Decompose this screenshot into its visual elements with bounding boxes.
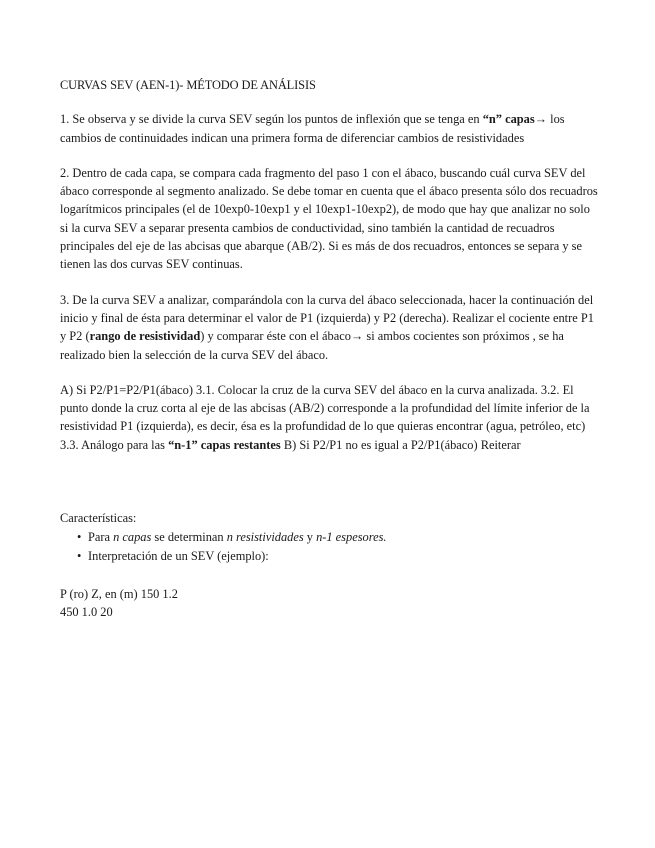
data-line-1: P (ro) Z, en (m) 150 1.2	[60, 586, 178, 601]
example-data	[60, 585, 600, 622]
step-ab-bold-capas-restantes: “n-1” capas restantes	[168, 437, 281, 452]
step-3-text-c: si ambos cocientes son próximos , se ha realizado bien la selección de la curva SEV del ábaco.	[60, 329, 564, 362]
step-3-text-b: ) y comparar éste con el ábaco	[200, 329, 351, 344]
bullet-1-italic-espesores: n-1 espesores.	[316, 530, 387, 545]
bullet-1-italic-resistividades: n resistividades	[226, 530, 304, 545]
step-1-bold-n-capas: “n” capas	[482, 112, 535, 127]
paragraph-step-1	[60, 110, 600, 147]
paragraph-step-2: 2. Dentro de cada capa, se compara cada fragmento del paso 1 con el ábaco, buscando cuál curva SEV del ábaco corresponde al segmento analizado. Se debe tomar en cuenta que el ábaco presenta sólo dos recuadros logarítmicos principales (el de 10exp0-10exp1 y el 10exp1-10exp2), de modo que hay que analizar no solo si la curva SEV a separar presenta cambios de conductividad, sino también la cantidad de recuadros principales del eje de las abcisas que abarque (AB/2). Si es más de dos recuadros, entonces se separa y se tienen las dos curvas SEV continuas.	[60, 165, 598, 272]
step-ab-text-b: B) Si P2/P1 no es igual a P2/P1(ábaco) Reiterar	[280, 437, 521, 452]
characteristics-list	[60, 528, 600, 565]
step-1-text-a: 1. Se observa y se divide la curva SEV según los puntos de inflexión que se tenga en	[60, 112, 483, 127]
paragraph-step-3	[60, 291, 600, 364]
bullet-1-italic-n-capas: n capas	[113, 530, 152, 545]
characteristics-label: Características:	[60, 511, 137, 526]
data-line-2: 450 1.0 20	[60, 605, 113, 620]
paragraph-step-a-b	[60, 381, 600, 454]
arrow-glyph: →	[534, 112, 548, 127]
step-1-text-b: los cambios de continuidades indican una primera forma de diferenciar cambios de resistividades	[60, 112, 565, 145]
document-title: CURVAS SEV (AEN-1)- MÉTODO DE ANÁLISIS	[60, 78, 316, 92]
step-3-text-a: 3. De la curva SEV a analizar, comparándola con la curva del ábaco seleccionada, hacer la continuación del inicio y final de ésta para determinar el valor de P1 (izquierda) y P2 (derecha). Realizar el cociente entre P1 y P2 (	[60, 292, 594, 344]
spacer	[60, 471, 600, 509]
step-3-bold-rango: rango de resistividad	[89, 329, 201, 344]
step-ab-text-a: A) Si P2/P1=P2/P1(ábaco) 3.1. Colocar la cruz de la curva SEV del ábaco en la curva analizada. 3.2. El punto donde la cruz corta al eje de las abcisas (AB/2) corresponde a la profundidad del límite inferior de la resistividad P1 (izquierda), es decir, ésa es la profundidad de lo que quieras encontrar (agua, petróleo, etc) 3.3. Análogo para las	[60, 382, 590, 452]
list-item: • Interpretación de un SEV (ejemplo):	[77, 547, 600, 565]
bullet-1-text-b: se determinan	[151, 530, 227, 545]
bullet-1-text-a: Para	[88, 530, 114, 545]
bullet-1-text-c: y	[303, 530, 317, 545]
arrow-glyph: →	[350, 329, 364, 344]
list-item	[77, 528, 600, 546]
document-page	[60, 76, 600, 622]
